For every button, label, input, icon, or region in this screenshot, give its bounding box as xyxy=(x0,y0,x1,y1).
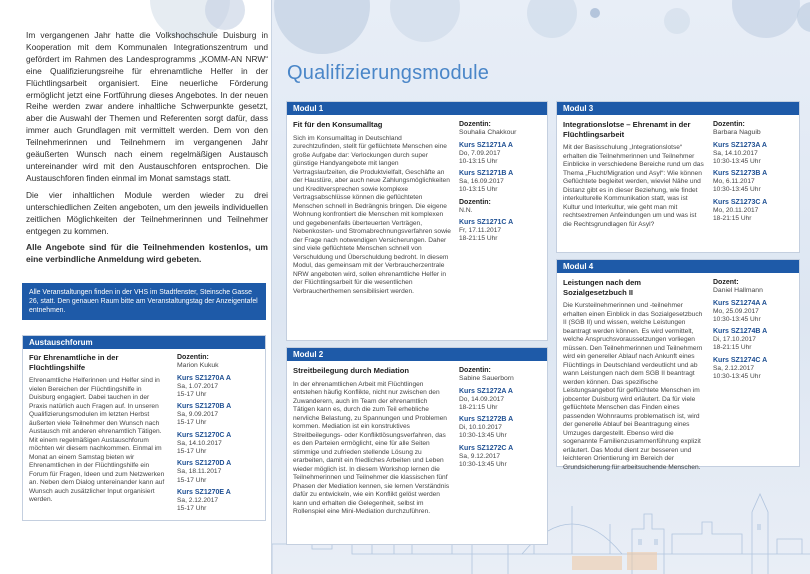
module-description: Mit der Basisschulung „Integrationslotse“ erhalten die Teilnehmerinnen und Teilnehmer Einblicke in verschiedene Bereiche rund um das Thema „Flucht/Migration und Asyl“: Wie können Geflüchtete begleitet werden, wieviel Nähe und Distanz gibt es in dieser Beziehung, wie findet interkulturelle Kommunikation statt, was ist Kultur und Interkultur, wie geht man mit rechtsextremen Anfeindungen um und was ist die Rechtsgrundlagen für Asyl? xyxy=(563,144,704,228)
course-date: Mo, 25.09.2017 xyxy=(713,307,759,315)
course-time: 18-21:15 Uhr xyxy=(713,214,752,222)
course-code: Kurs SZ1270E A xyxy=(177,488,231,496)
course-code: Kurs SZ1273B A xyxy=(713,170,768,178)
module-header: Modul 1 xyxy=(287,102,547,115)
course-date: Sa, 1.07.2017 xyxy=(177,382,219,390)
course-code: Kurs SZ1273C A xyxy=(713,198,768,206)
module-2-box xyxy=(286,347,548,545)
course-code: Kurs SZ1272A A xyxy=(459,387,513,395)
course-code: Kurs SZ1274A A xyxy=(713,299,767,307)
course-date: Sa, 2.12.2017 xyxy=(177,496,219,504)
module-header: Modul 4 xyxy=(557,260,799,273)
course-code: Kurs SZ1272B A xyxy=(459,416,514,424)
course-entry xyxy=(459,415,541,441)
forum-description: Ehrenamtliche Helferinnen und Helfer sind in vielen Bereichen der Flüchtlingshilfe in Duisburg engagiert. Dabei tauchen in der Praxis natürlich auch Fragen auf. In unseren Qualifizierungsmodulen im letzten Herbst äußerten viele Teilnehmer den Wunsch nach Austausch mit anderen ehrenamtlich Tätigen. Mit einem regelmäßigen Austauschforum möchten wir diesem nachkommen. Einmal im Monat an einem Samstag bieten wir Ehrenamtlichen in der Flüchtlingshilfe ein Forum für Fragen, Ideen und zum Netzwerken an. Neben dem Dialog untereinander kann auf Wunsch auch zusätzlicher Input organisiert werden. xyxy=(29,377,165,504)
course-time: 18-21:15 Uhr xyxy=(459,403,498,411)
course-time: 10:30-13:45 Uhr xyxy=(459,432,507,440)
course-entry xyxy=(177,374,259,400)
course-entry xyxy=(177,488,259,514)
course-date: Di, 17.10.2017 xyxy=(713,336,756,344)
course-time: 15-17 Uhr xyxy=(177,447,207,455)
course-entry xyxy=(713,198,793,224)
course-code: Kurs SZ1271A A xyxy=(459,141,513,149)
forum-subtitle: Für Ehrenamtliche in der Flüchtlingshilfe xyxy=(29,353,119,372)
course-time: 10:30-13:45 Uhr xyxy=(713,372,761,380)
decor-circle xyxy=(527,0,577,38)
course-code: Kurs SZ1273A A xyxy=(713,141,767,149)
course-time: 15-17 Uhr xyxy=(177,419,207,427)
course-entry xyxy=(713,327,793,353)
forum-header: Austauschforum xyxy=(23,336,265,349)
course-code: Kurs SZ1270C A xyxy=(177,431,232,439)
dozent-name: N.N. xyxy=(459,206,473,214)
course-time: 10:30-13:45 Uhr xyxy=(713,315,761,323)
course-time: 15-17 Uhr xyxy=(177,390,207,398)
course-entry xyxy=(177,431,259,457)
module-subtitle: Fit für den Konsumalltag xyxy=(293,120,383,129)
course-time: 15-17 Uhr xyxy=(177,476,207,484)
course-date: Fr, 17.11.2017 xyxy=(459,227,502,235)
course-entry xyxy=(713,141,793,167)
module-description: In der ehrenamtlichen Arbeit mit Flüchtlingen entstehen häufig Konflikte, nicht nur zwischen den Zuwanderern, auch im Team der ehrenamtlich Tätigen kann es, durch die zum Teil erhebliche nervliche Belastung, zu Spannungen und Problemen kommen. Mediation ist ein konstruktives Streitbeilegungs- oder Konfliktlösungsverfahren, das es den Parteien ermöglicht, eine für alle Seiten stimmige und zufrieden stellende Lösung zu erarbeiten, damit ein friedliches Arbeiten und Leben wieder möglich ist. In diesem Workshop lernen die Teilnehmerinnen und Teilnehmer die klassischen fünf Phasen der Mediation kennen, sie lernen Verständnis dafür zu entwickeln, wie ein Konflikt gelöst werden kann und erhalten die Gelegenheit, selbst im Rollenspiel eine Mini-Mediation durchzuführen. xyxy=(293,380,450,516)
course-entry xyxy=(459,218,541,244)
course-date: Sa, 9.12.2017 xyxy=(459,452,501,460)
dozent-name: Marion Kukuk xyxy=(177,362,219,369)
module-subtitle: Integrationslotse – Ehrenamt in der Flüchtlingsarbeit xyxy=(563,120,691,139)
dozent-label: Dozentin: xyxy=(713,121,745,128)
course-entry xyxy=(459,387,541,413)
course-code: Kurs SZ1270D A xyxy=(177,460,232,468)
module-3-box xyxy=(556,101,800,253)
dozent-name: Barbara Naguib xyxy=(713,129,761,136)
course-date: Sa, 14.10.2017 xyxy=(177,439,222,447)
decor-circle xyxy=(590,8,600,18)
course-time: 18-21:15 Uhr xyxy=(459,235,498,243)
course-date: Mo, 6.11.2017 xyxy=(713,178,755,186)
course-code: Kurs SZ1270B A xyxy=(177,403,232,411)
dozent-label: Dozentin: xyxy=(459,367,491,374)
course-code: Kurs SZ1274C A xyxy=(713,356,768,364)
course-code: Kurs SZ1270A A xyxy=(177,374,231,382)
course-entry xyxy=(177,402,259,428)
course-time: 10-13:15 Uhr xyxy=(459,157,498,165)
course-entry xyxy=(459,169,541,195)
intro-text xyxy=(26,30,268,270)
dozent-name: Sabine Sauerborn xyxy=(459,375,514,382)
decor-circle xyxy=(274,0,370,54)
dozent-label: Dozentin: xyxy=(459,198,491,206)
left-page xyxy=(0,0,272,574)
course-date: Sa, 9.09.2017 xyxy=(177,411,219,419)
course-date: Sa, 16.09.2017 xyxy=(459,178,504,186)
decor-circle xyxy=(390,0,460,42)
intro-paragraph: Die vier inhaltlichen Module werden wieder zu drei unterschiedlichen Zeiten angeboten, um den jeweils individuellen zeitlichen Möglichkeiten der Teilnehmerinnen und Teilnehmer entgegen zu kommen. xyxy=(26,189,268,236)
course-entry xyxy=(713,299,793,325)
course-time: 10:30-13:45 Uhr xyxy=(713,157,761,165)
austauschforum-box xyxy=(22,335,266,521)
decor-circle xyxy=(732,0,800,38)
dozent-name: Souhalia Chakkour xyxy=(459,129,517,136)
intro-highlight: Alle Angebote sind für die Teilnehmenden kostenlos, um eine verbindliche Anmeldung wird gebeten. xyxy=(26,242,268,264)
course-entry xyxy=(713,356,793,382)
course-entry xyxy=(177,459,259,485)
course-date: Do, 14.09.2017 xyxy=(459,395,505,403)
course-date: Sa, 14.10.2017 xyxy=(713,149,758,157)
course-entry xyxy=(459,444,541,470)
course-time: 10-13:15 Uhr xyxy=(459,186,498,194)
course-code: Kurs SZ1271B A xyxy=(459,170,514,178)
right-page xyxy=(272,0,810,574)
module-header: Modul 2 xyxy=(287,348,547,361)
course-date: Mo, 20.11.2017 xyxy=(713,206,759,214)
dozent-label: Dozent: xyxy=(713,279,739,286)
dozent-label: Dozentin: xyxy=(459,121,491,128)
course-date: Do, 7.09.2017 xyxy=(459,149,501,157)
page-title: Qualifizierungsmodule xyxy=(287,62,490,84)
course-date: Di, 10.10.2017 xyxy=(459,424,502,432)
module-subtitle: Leistungen nach dem Sozialgesetzbuch II xyxy=(563,278,642,297)
course-date: Sa, 18.11.2017 xyxy=(177,468,222,476)
venue-info-box: Alle Veranstaltungen finden in der VHS im Stadtfenster, Steinsche Gasse 26, statt. Den genauen Raum bitte am Veranstaltungstag der Anzeigentafel entnehmen. xyxy=(22,283,266,320)
course-code: Kurs SZ1271C A xyxy=(459,219,514,227)
course-time: 18-21:15 Uhr xyxy=(713,344,752,352)
dozent-label: Dozentin: xyxy=(177,354,209,361)
intro-paragraph: Im vergangenen Jahr hatte die Volkshochschule Duisburg in Kooperation mit dem Kommunalen Integrationszentrum und gefördert im Rahmen des Landesprogramms „KOMM-AN NRW“ eine Qualifizierungsreihe für ehrenamtliche Helfer in der Flüchtlingsarbeit organisiert. Eine neuerliche Förderung ermöglicht jetzt eine Fortführung dieses Angebotes. In der neuen Reihe werden zwar andere inhaltliche Schwerpunkte gesetzt, aber die Auswahl der Themen und Referenten sorgt dafür, dass immer auch Grundlagen mit vermittelt werden. Dem von den Teilnehmerinnen und Teilnehmern im vergangenen Jahr geäußerten Wunsch nach einem regelmäßigen Austausch untereinander wird mit den Austauschforen entsprochen. Die Austauschforen finden einmal im Monat samstags statt. xyxy=(26,30,268,183)
course-entry xyxy=(713,169,793,195)
module-4-box xyxy=(556,259,800,471)
decor-circle xyxy=(664,8,690,34)
module-subtitle: Streitbeilegung durch Mediation xyxy=(293,366,410,375)
course-time: 10:30-13:45 Uhr xyxy=(713,186,761,194)
course-entry xyxy=(459,141,541,167)
course-time: 15-17 Uhr xyxy=(177,505,207,513)
course-date: Sa, 2.12.2017 xyxy=(713,364,755,372)
module-header: Modul 3 xyxy=(557,102,799,115)
module-description: Sich im Konsumalltag in Deutschland zurechtzufinden, stellt für geflüchtete Menschen eine große Aufgabe dar: Verlockungen durch super günstige Handyangebote mit langen Vertragslaufzeiten, die Produktvielfalt, Geschäfte an der Haustüre, aber auch neue Zahlungsmöglichkeiten und Kreditversprechen sowie komplexe Vertragsabschlüsse können die geflüchteten Menschen schnell in Bedrängnis bringen. Die eigene Wohnung konfrontiert die Menschen mit komplexen und gegebenenfalls überteuerten Verträgen, Nebenkosten- und Stromabrechnungsverfahren sowie der Frage nach notwendigen Versicherungen. Daher sind viele geflüchtete Menschen schnell von Verschuldung und Überschuldung bedroht. In diesem Modul, das gemeinsam mit der Verbraucherzentrale NRW angeboten wird, sollen ehrenamtliche Helfer in der Flüchtlingsarbeit für die wesentlichen Verbraucherthemen sensibilisiert werden. xyxy=(293,134,451,295)
module-1-box xyxy=(286,101,548,341)
course-code: Kurs SZ1272C A xyxy=(459,444,514,452)
course-time: 10:30-13:45 Uhr xyxy=(459,460,507,468)
dozent-name: Daniel Hallmann xyxy=(713,287,763,294)
course-code: Kurs SZ1274B A xyxy=(713,328,768,336)
module-description: Die Kursteilnehmerinnen und -teilnehmer erhalten einen Einblick in das Sozialgesetzbuch II (SGB II) und wissen, welche Leistungen beantragt werden können. Es wird vermittelt, welche Anspruchsvoraussetzungen vorliegen müssen. Den Teilnehmerinnen und Teilnehmern wird ein genereller Ablauf nach Ankunft eines Flüchtlings in Deutschland verdeutlicht und ab wann Leistungen nach dem SGB II beantragt werden können. Das spezifische Leistungsangebot für geflüchtete Menschen im jobcenter Duisburg wird erläutert. Da für viele geflüchtete Menschen das Finden eines passenden Wohnraums problematisch ist, wird der generelle Ablauf bei Beantragung eines Umzuges dargestellt. Ebenso wird die sogenannte Familienzusammenführung explizit erläutert. Das Modul dient zur besseren und leichteren Orientierung im Bereich der Grundsicherung für arbeitsuchende Menschen. xyxy=(563,302,703,471)
